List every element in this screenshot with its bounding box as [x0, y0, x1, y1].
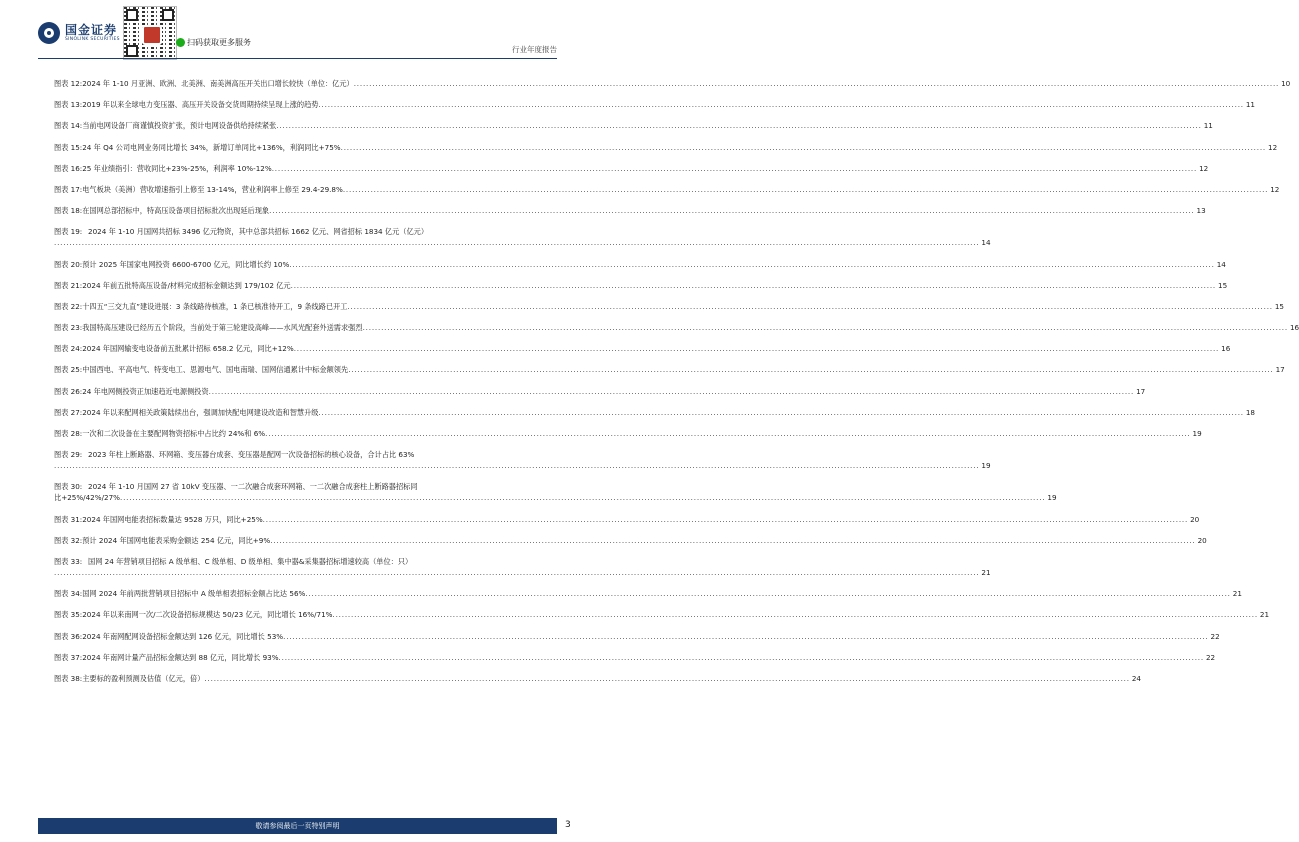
toc-entry-page: 12 [1270, 184, 1280, 194]
toc-entry-page: 12 [1199, 163, 1209, 173]
page-number: 3 [565, 820, 571, 830]
toc-entry[interactable] [54, 386, 1146, 397]
logo-icon [38, 22, 60, 44]
toc-entry-title: 2024 年国网输变电设备前五批累计招标 658.2 亿元，同比+12% [82, 344, 294, 354]
toc-leader-dots: ............................................................................................................................................................................................................................................................................................................ [305, 589, 1231, 599]
toc-entry-label: 图表 37: [54, 652, 83, 662]
toc-entry-title: 2024 年以来南网一次/二次设备招标规模达 50/23 亿元，同比增长 16%/71% [82, 610, 333, 620]
toc-entry-page: 13 [1196, 206, 1206, 216]
toc-entry-page: 24 [1131, 673, 1141, 683]
toc-entry-label: 图表 32: [54, 535, 83, 545]
toc-entry-page: 19 [981, 461, 991, 471]
toc-entry-title: 2024 年国网电能表招标数量达 9528 万只，同比+25% [82, 514, 263, 524]
toc-leader-dots: ............................................................................................................................................................................................................................................................................................................ [119, 493, 1046, 503]
toc-entry[interactable] [54, 364, 1285, 375]
toc-entry-title: 25 年业绩指引：营收同比+23%-25%，利润率 10%-12% [82, 163, 272, 173]
toc-entry-label: 图表 21: [54, 280, 83, 290]
toc-entry-page: 22 [1210, 631, 1220, 641]
toc-entry-title: 2024 年以来配网相关政策陆续出台，强调加快配电网建设改造和智慧升级 [82, 407, 319, 417]
toc-leader-dots: ............................................................................................................................................................................................................................................................................................................ [54, 461, 980, 471]
toc-entry[interactable] [54, 163, 1209, 174]
toc-entry-title: 预计 2024 年国网电能表采购金额达 254 亿元，同比+9% [82, 535, 271, 545]
toc-leader-dots: ............................................................................................................................................................................................................................................................................................................ [262, 514, 1189, 524]
toc-entry-page: 22 [1205, 652, 1216, 662]
toc-entry-title-cont: 比+25%/42%/27% [54, 493, 120, 503]
toc-entry-label: 图表 28: [54, 429, 83, 438]
logo-name-cn: 国金证券 [65, 22, 118, 37]
toc-entry-title: 预计 2025 年国家电网投资 6600-6700 亿元，同比增长约 10% [82, 259, 290, 269]
page-header [0, 0, 595, 62]
toc-entry-page: 17 [1136, 386, 1146, 396]
toc-entry-title: 2024 年南网计量产品招标金额达到 88 亿元，同比增长 93% [82, 652, 279, 662]
company-logo [38, 22, 120, 44]
toc-entry-title: 当前电网设备厂商谨慎投资扩张，预计电网设备供给持续紧张 [82, 121, 277, 131]
qr-code-icon[interactable] [123, 6, 177, 60]
toc-entry[interactable] [54, 514, 1200, 525]
toc-entry-page: 19 [1192, 429, 1202, 438]
toc-leader-dots: ............................................................................................................................................................................................................................................................................................................ [276, 121, 1202, 131]
toc-leader-dots: ............................................................................................................................................................................................................................................................................................................ [347, 301, 1273, 311]
toc-entry-title: 国网 2024 年前两批营销项目招标中 A 级单相表招标金额占比达 56% [82, 589, 306, 599]
toc-entry-label: 图表 14: [54, 121, 83, 131]
toc-entry-label: 图表 19: [54, 227, 83, 237]
toc-entry-page: 17 [1275, 365, 1285, 375]
toc-leader-dots: ............................................................................................................................................................................................................................................................................................................ [208, 386, 1135, 396]
toc-entry-title: 2024 年 1-10 月国网共招标 3496 亿元物资，其中总部共招标 1662 亿元、网省招标 1834 亿元（亿元） [88, 227, 429, 237]
toc-entry[interactable] [54, 652, 1216, 663]
toc-leader-dots: ............................................................................................................................................................................................................................................................................................................ [289, 259, 1215, 269]
toc-leader-dots: ............................................................................................................................................................................................................................................................................................................ [54, 567, 980, 577]
toc-entry[interactable] [54, 449, 991, 471]
toc-entry[interactable] [54, 343, 1231, 354]
toc-leader-dots: ............................................................................................................................................................................................................................................................................................................ [318, 100, 1244, 110]
toc-entry[interactable] [54, 120, 1213, 131]
toc-entry-page: 14 [1216, 259, 1226, 269]
toc-entry-page: 20 [1197, 535, 1207, 545]
toc-entry[interactable] [54, 301, 1285, 312]
toc-entry-page: 10 [1281, 79, 1291, 88]
toc-entry[interactable] [54, 673, 1141, 684]
table-of-figures [54, 78, 1299, 694]
toc-entry-label: 图表 26: [54, 386, 83, 396]
toc-entry-label: 图表 29: [54, 450, 83, 460]
toc-leader-dots: ............................................................................................................................................................................................................................................................................................................ [290, 280, 1217, 290]
toc-entry[interactable] [54, 631, 1220, 642]
toc-entry-label: 图表 13: [54, 100, 83, 110]
toc-entry-title: 2023 年柱上断路器、环网箱、变压器台成套、变压器是配网一次设备招标的核心设备，合计占比 63% [88, 450, 415, 460]
toc-entry[interactable] [54, 322, 1299, 333]
toc-entry-page: 21 [1232, 589, 1242, 599]
toc-entry-title: 中国西电、平高电气、特变电工、思源电气、国电南瑞、国网信通累计中标金额领先 [82, 365, 349, 375]
toc-entry-title: 2019 年以来全球电力变压器、高压开关设备交货周期持续呈现上涨的趋势 [82, 100, 319, 110]
toc-entry-label: 图表 31: [54, 514, 83, 524]
toc-leader-dots: ............................................................................................................................................................................................................................................................................................................ [278, 652, 1204, 662]
toc-entry-label: 图表 25: [54, 365, 83, 375]
toc-entry-title: 在国网总部招标中，特高压设备项目招标批次出现延后现象 [82, 206, 270, 216]
toc-entry-label: 图表 36: [54, 631, 83, 641]
toc-entry-title: 十四五“三交九直”建设进展：3 条线路待核准，1 条已核准待开工，9 条线路已开工 [82, 301, 348, 311]
toc-leader-dots: ............................................................................................................................................................................................................................................................................................................ [283, 631, 1209, 641]
toc-entry[interactable] [54, 226, 991, 248]
toc-entry-page: 19 [1047, 493, 1057, 503]
toc-entry[interactable] [54, 78, 1291, 89]
toc-leader-dots: ............................................................................................................................................................................................................................................................................................................ [342, 184, 1269, 194]
toc-leader-dots: ............................................................................................................................................................................................................................................................................................................ [204, 673, 1130, 683]
toc-leader-dots: ............................................................................................................................................................................................................................................................................................................ [293, 344, 1220, 354]
toc-entry-label: 图表 20: [54, 259, 83, 269]
toc-leader-dots: ............................................................................................................................................................................................................................................................................................................ [332, 610, 1258, 620]
toc-entry[interactable] [54, 184, 1280, 195]
toc-entry-page: 14 [981, 238, 991, 248]
toc-entry[interactable] [54, 609, 1270, 620]
toc-entry[interactable] [54, 205, 1206, 216]
toc-entry-label: 图表 27: [54, 407, 83, 417]
toc-entry[interactable] [54, 588, 1242, 599]
toc-entry-label: 图表 22: [54, 301, 83, 311]
toc-entry[interactable] [54, 99, 1256, 110]
toc-leader-dots: ............................................................................................................................................................................................................................................................................................................ [269, 206, 1195, 216]
toc-entry-label: 图表 30: [54, 482, 83, 492]
toc-entry[interactable] [54, 481, 1057, 503]
toc-entry[interactable] [54, 280, 1228, 291]
toc-entry-title: 国网 24 年营销项目招标 A 级单相、C 级单相、D 级单相、集中器&采集器招标增速较高（单位：只） [88, 556, 413, 566]
toc-entry-label: 图表 38: [54, 673, 83, 683]
toc-entry-page: 15 [1218, 280, 1228, 290]
header-divider [38, 58, 557, 59]
toc-entry[interactable] [54, 535, 1207, 546]
report-type-label: 行业年度报告 [512, 45, 557, 54]
page-footer [38, 818, 557, 834]
toc-entry-title: 24 年电网侧投资正加速趋近电源侧投资 [82, 386, 209, 396]
qr-center-logo-icon [142, 25, 162, 45]
toc-leader-dots: ............................................................................................................................................................................................................................................................................................................ [353, 79, 1280, 88]
toc-entry-page: 21 [981, 567, 991, 577]
toc-entry-title: 2024 年 1-10 月亚洲、欧洲、北美洲、南美洲高压开关出口增长较快（单位：亿元） [82, 79, 354, 88]
toc-entry-page: 12 [1268, 142, 1278, 152]
wechat-scan-icon [176, 38, 185, 47]
toc-leader-dots: ............................................................................................................................................................................................................................................................................................................ [348, 365, 1274, 375]
logo-name-en: SINOLINK SECURITIES [65, 36, 120, 42]
toc-entry-title: 一次和二次设备在主要配网物资招标中占比约 24%和 6% [82, 429, 266, 438]
toc-leader-dots: ............................................................................................................................................................................................................................................................................................................ [318, 407, 1244, 417]
toc-entry-label: 图表 24: [54, 344, 83, 354]
toc-entry-label: 图表 18: [54, 206, 83, 216]
toc-entry-title: 24 年 Q4 公司电网业务同比增长 34%，新增订单同比+136%，利润同比+75% [82, 142, 341, 152]
toc-leader-dots: ............................................................................................................................................................................................................................................................................................................ [54, 238, 980, 248]
toc-entry[interactable] [54, 428, 1202, 439]
toc-entry-label: 图表 17: [54, 184, 83, 194]
toc-leader-dots: ............................................................................................................................................................................................................................................................................................................ [362, 323, 1288, 333]
toc-leader-dots: ............................................................................................................................................................................................................................................................................................................ [270, 535, 1196, 545]
scan-prompt: 扫码获取更多服务 [187, 38, 251, 47]
toc-entry-title: 2024 年 1-10 月国网 27 省 10kV 变压器、一二次融合成套环网箱、一二次融合成套柱上断路器招标同 [88, 482, 418, 492]
footer-disclaimer: 敬请参阅最后一页特别声明 [255, 822, 340, 830]
toc-entry-page: 16 [1289, 323, 1299, 333]
toc-leader-dots: ............................................................................................................................................................................................................................................................................................................ [265, 429, 1191, 438]
toc-entry-label: 图表 34: [54, 589, 83, 599]
toc-entry-label: 图表 23: [54, 323, 83, 333]
toc-leader-dots: ............................................................................................................................................................................................................................................................................................................ [340, 142, 1267, 152]
toc-entry-page: 11 [1245, 100, 1256, 110]
toc-entry-page: 15 [1274, 301, 1285, 311]
toc-entry[interactable] [54, 407, 1256, 418]
toc-entry-label: 图表 33: [54, 556, 83, 566]
toc-entry-page: 20 [1190, 514, 1200, 524]
toc-entry-page: 16 [1221, 344, 1231, 354]
toc-entry-label: 图表 15: [54, 142, 83, 152]
toc-entry[interactable] [54, 142, 1278, 153]
toc-entry-title: 我国特高压建设已经历五个阶段，当前处于第三轮建设高峰——水风光配套外送需求强烈 [82, 323, 363, 333]
toc-entry-title: 2024 年前五批特高压设备/材料完成招标金额达到 179/102 亿元 [82, 280, 291, 290]
toc-entry-label: 图表 12: [54, 79, 83, 88]
toc-entry-title: 电气板块（美洲）营收增速指引上修至 13-14%，营业利润率上修至 29.4-29.8% [82, 184, 343, 194]
toc-entry-title: 2024 年南网配网设备招标金额达到 126 亿元，同比增长 53% [82, 631, 284, 641]
toc-entry-page: 18 [1245, 407, 1256, 417]
toc-entry-label: 图表 16: [54, 163, 83, 173]
toc-entry-page: 11 [1203, 121, 1213, 131]
toc-entry-page: 21 [1259, 610, 1270, 620]
toc-leader-dots: ............................................................................................................................................................................................................................................................................................................ [271, 163, 1198, 173]
toc-entry[interactable] [54, 556, 991, 578]
toc-entry-label: 图表 35: [54, 610, 83, 620]
toc-entry-title: 主要标的盈利预测及估值（亿元，倍） [82, 673, 205, 683]
toc-entry[interactable] [54, 259, 1226, 270]
